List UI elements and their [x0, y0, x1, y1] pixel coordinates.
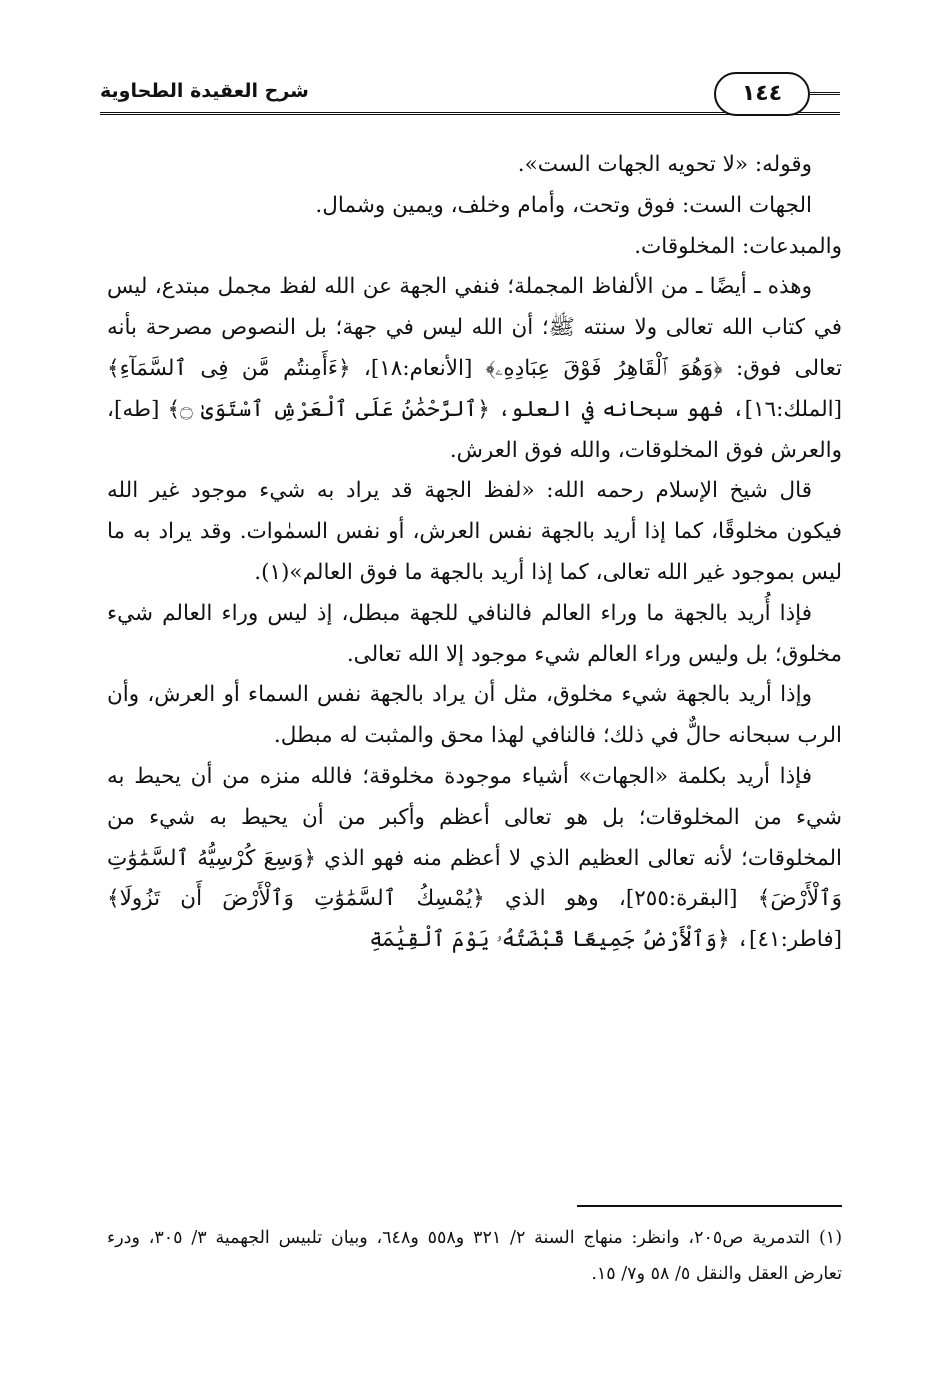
- main-text: [107, 145, 842, 961]
- footnote-1: (١) التدمرية ص٢٠٥، وانظر: منهاج السنة ٢/ ٣٢١ و٥٥٨ و٦٤٨، وبيان تلبيس الجهمية ٣/ ٣٠٥، ودرء تعارض العقل والنقل ٥/ ٥٨ و٧/ ١٥.: [107, 1228, 843, 1284]
- paragraph-1: وقوله: «لا تحويه الجهات الست».: [517, 152, 812, 177]
- page-header: [100, 70, 840, 122]
- paragraph-7: وإذا أريد بالجهة شيء مخلوق، مثل أن يراد بالجهة نفس السماء أو العرش، وأن الرب سبحانه حالٌّ في ذلك؛ فالنافي لهذا محق والمثبت له مبطل.: [107, 682, 842, 749]
- paragraph-8: فإذا أريد بكلمة «الجهات» أشياء موجودة مخلوقة؛ فالله منزه من أن يحيط به شيء من المخلوقات؛ بل هو تعالى أعظم وأكبر من أن يحيط به شيء من المخلوقات؛ لأنه تعالى العظيم الذي لا أعظم منه فهو الذي ﴿وَسِعَ كُرْسِيُّهُ ٱلسَّمَٰوَٰتِ وَٱلْأَرْضَ﴾ [البقرة:٢٥٥]، وهو الذي ﴿يُمْسِكُ ٱلسَّمَٰوَٰتِ وَٱلْأَرْضَ أَن تَزُولَا﴾ [فاطر:٤١]، ﴿وَٱلْأَرْضُ جَمِيعًا قَبْضَتُهُۥ يَوْمَ ٱلْقِيَٰمَةِ: [107, 763, 842, 953]
- paragraph-4: وهذه ـ أيضًا ـ من الألفاظ المجملة؛ فنفي الجهة عن الله لفظ مجمل مبتدع، ليس في كتاب الله تعالى ولا سنته ﷺ؛ أن الله ليس في جهة؛ بل النصوص مصرحة بأنه تعالى فوق: ﴿وَهُوَ ٱلْقَاهِرُ فَوْقَ عِبَادِهِۦ﴾ [الأنعام:١٨]، ﴿ءَأَمِنتُم مَّن فِى ٱلسَّمَآءِ﴾ [الملك:١٦]، فهو سبحانه في العلو، ﴿ٱلرَّحْمَٰنُ عَلَى ٱلْعَرْشِ ٱسْتَوَىٰ ۝﴾ [طه]، والعرش فوق المخلوقات، والله فوق العرش.: [107, 274, 842, 463]
- footnote: [107, 1220, 842, 1292]
- paragraph-6: فإذا أُريد بالجهة ما وراء العالم فالنافي للجهة مبطل، إذ ليس وراء العالم شيء مخلوق؛ بل وليس وراء العالم شيء موجود إلا الله تعالى.: [107, 600, 842, 667]
- paragraph-3: والمبدعات: المخلوقات.: [634, 233, 842, 259]
- paragraph-5: قال شيخ الإسلام رحمه الله: «لفظ الجهة قد يراد به شيء موجود غير الله فيكون مخلوقًا، كما إذا أريد بالجهة نفس العرش، أو نفس السمٰوات. وقد يراد به ما ليس بموجود غير الله تعالى، كما إذا أريد بالجهة ما فوق العالم»(١).: [107, 478, 842, 585]
- paragraph-2: الجهات الست: فوق وتحت، وأمام وخلف، ويمين وشمال.: [315, 192, 812, 218]
- book-title: شرح العقيدة الطحاوية: [100, 80, 309, 102]
- header-rule-right: [810, 92, 840, 95]
- footnote-separator: [577, 1205, 842, 1207]
- page-number: ١٤٤: [714, 72, 810, 116]
